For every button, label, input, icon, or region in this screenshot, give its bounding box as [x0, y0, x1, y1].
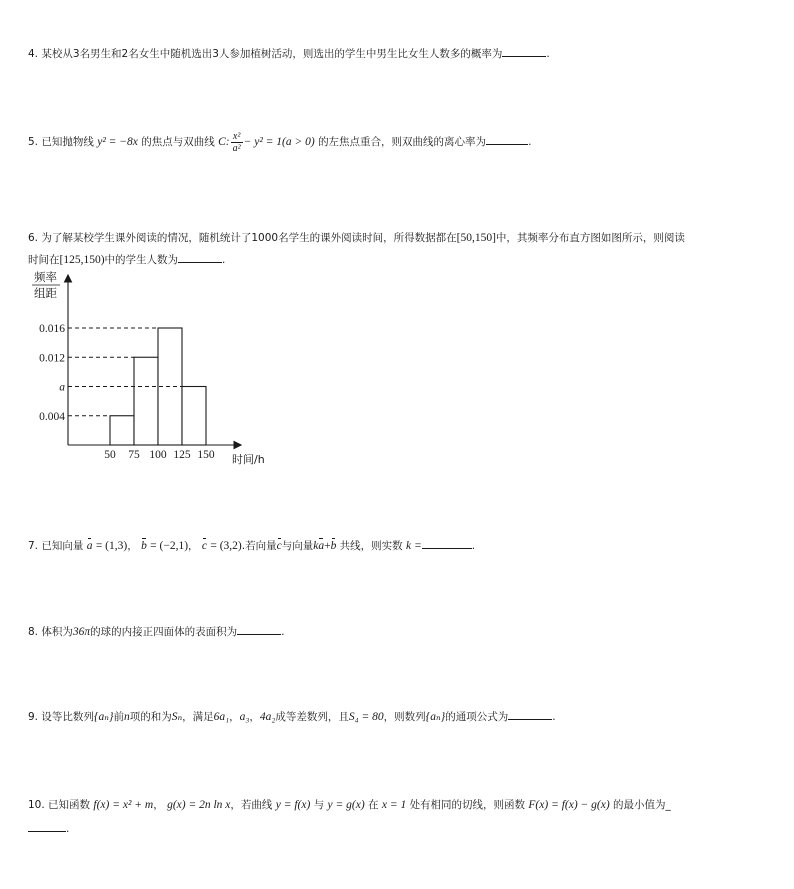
vector-b: b	[330, 540, 337, 552]
y-axis-label-numerator: 频率	[34, 270, 57, 284]
question-8: 8. 体积为36π的球的内接正四面体的表面积为 .	[28, 623, 284, 639]
fraction: $\frac{\text{x²}}{\text{a²}}$	[232, 130, 241, 154]
y-tick-label: 0.012	[39, 352, 65, 365]
y-axis-label-denominator: 组距	[34, 286, 57, 300]
interval: [50,150]	[456, 232, 496, 244]
answer-blank[interactable]	[508, 708, 552, 720]
vector-c: c	[201, 540, 207, 552]
answer-blank[interactable]	[486, 133, 528, 145]
question-10: 10. 已知函数 f(x) = x² + m， g(x) = 2n ln x，若曲线 y = f(x) 与 y = g(x) 在 x = 1 处有相同的切线，则函数 F(x) = f(x) − g(x) 的最小值为_ .	[28, 799, 671, 835]
x-tick-label: 100	[149, 449, 167, 461]
question-7: 7. 已知向量 a = (1,3)， b = (−2,1)， c = (3,2).若向量c与向量ka+b 共线，则实数 k = .	[28, 537, 475, 553]
question-text: 某校从3名男生和2名女生中随机选出3人参加植树活动，则选出的学生中男生比女生人数多的概率为	[41, 48, 503, 60]
volume-value: 36π	[72, 626, 91, 638]
answer-blank[interactable]	[502, 45, 546, 57]
hyperbola-label: C:	[218, 136, 230, 148]
histogram-bar	[182, 387, 206, 446]
question-number: 7.	[28, 540, 39, 552]
vector-a: a	[86, 540, 93, 552]
vector-c: c	[276, 540, 282, 552]
question-number: 4.	[28, 48, 39, 60]
y-tick-label: a	[59, 381, 65, 394]
answer-blank[interactable]	[237, 623, 281, 635]
vector-b: b	[141, 540, 147, 552]
question-number: 9.	[28, 711, 39, 723]
y-tick-label: 0.004	[39, 410, 65, 423]
question-number: 10.	[28, 799, 45, 811]
vector-a: a	[318, 540, 325, 552]
answer-blank[interactable]	[28, 820, 66, 832]
sequence: {aₙ}	[93, 711, 114, 723]
x-tick-label: 50	[104, 449, 116, 461]
answer-blank[interactable]	[422, 537, 472, 549]
histogram-bar	[110, 416, 134, 445]
frequency-histogram	[26, 268, 286, 468]
question-9: 9. 设等比数列{aₙ}前n项的和为Sₙ，满足6a₁，a₃，4a₂成等差数列，且S₄ = 80，则数列{aₙ}的通项公式为 .	[28, 708, 556, 724]
histogram-bar	[134, 357, 158, 445]
x-tick-label: 125	[173, 449, 191, 461]
question-number: 6.	[28, 232, 39, 244]
x-tick-label: 150	[197, 449, 215, 461]
x-tick-label: 75	[128, 449, 140, 461]
interval: [125,150)	[59, 254, 105, 266]
y-tick-label: 0.016	[39, 323, 65, 335]
question-number: 8.	[28, 626, 39, 638]
answer-blank[interactable]	[178, 251, 222, 263]
hyperbola-equation: − y² = 1(a > 0)	[243, 136, 315, 148]
question-6: 6. 为了解某校学生课外阅读的情况，随机统计了1000名学生的课外阅读时间，所得数据都在[50,150]中，其频率分布直方图如图所示，则阅读 时间在[125,150)中的学生人数为 .	[28, 232, 685, 266]
y-ticks-group	[39, 323, 65, 423]
x-axis-label: 时间/h	[232, 453, 265, 466]
question-4: 4. 某校从3名男生和2名女生中随机选出3人参加植树活动，则选出的学生中男生比女生人数多的概率为 .	[28, 45, 550, 61]
question-number: 5.	[28, 136, 39, 148]
x-ticks-group	[104, 449, 215, 461]
question-5: 5. 已知抛物线 y² = −8x 的焦点与双曲线 C: $\frac{\text{x²}}{\text{a²}}$ − y² = 1(a > 0) 的左焦点重合，则双曲线的离心率为 .	[28, 130, 532, 154]
parabola-equation: y² = −8x	[97, 136, 138, 148]
